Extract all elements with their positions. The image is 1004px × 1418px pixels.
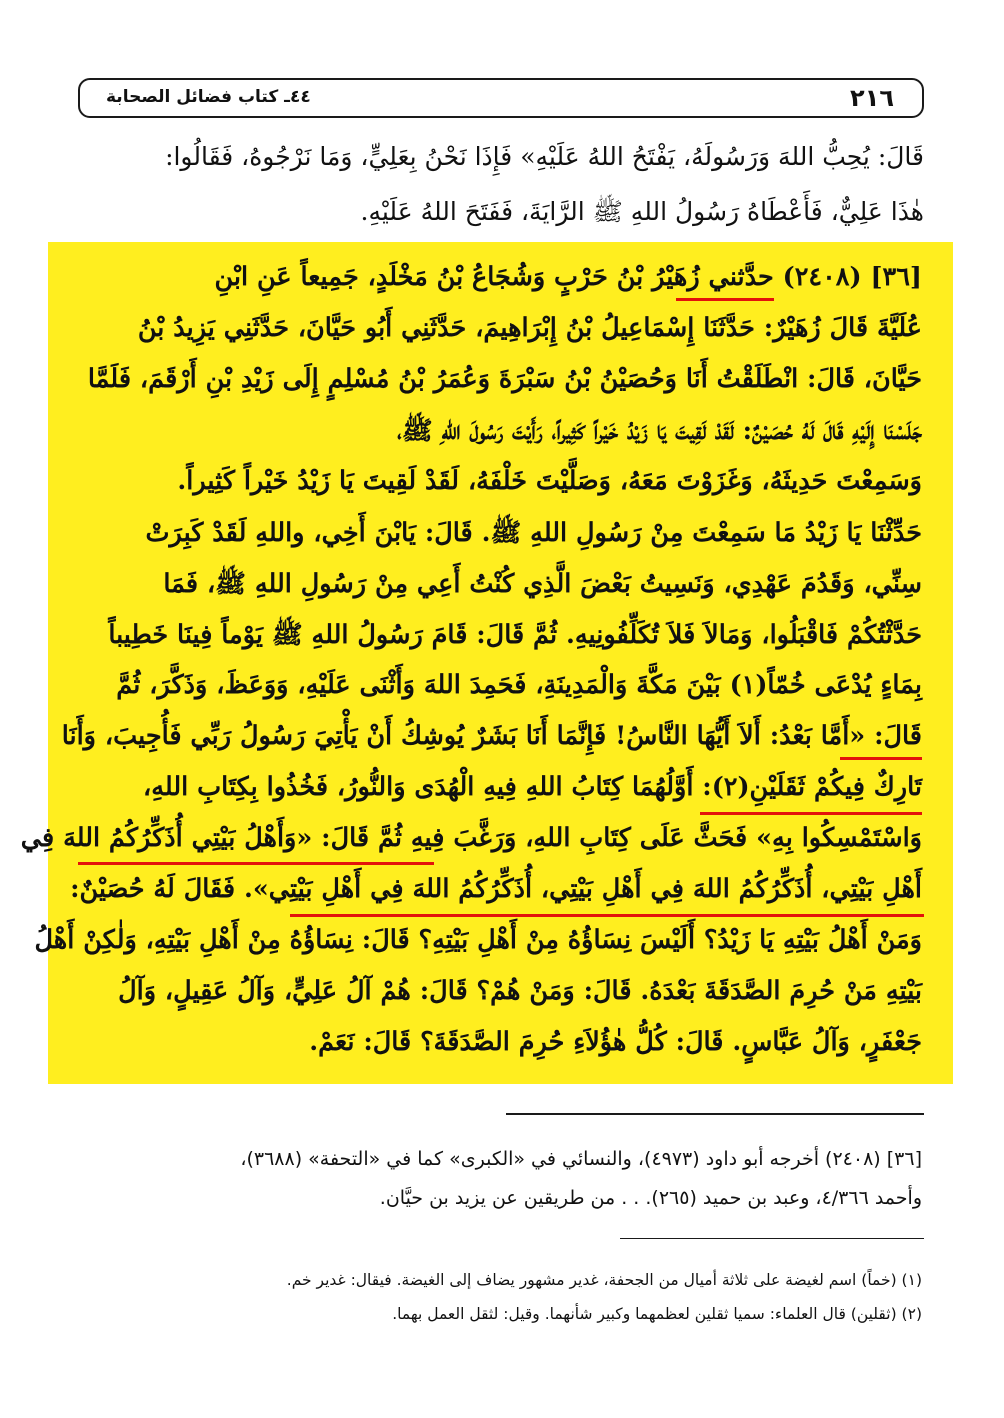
hadith-line: بِمَاءٍ يُدْعَى خُمّاً(١) بَيْنَ مَكَّةَ وَالْمَدِينَةِ، فَحَمِدَ اللهَ وَأَثْنَى عَلَيْهِ، وَوَعَظَ، وَذَكَّرَ، ثُمَّ	[116, 670, 922, 700]
reference-line: [٣٦] (٢٤٠٨) أخرجه أبو داود (٤٩٧٣)، والنسائي في «الكبرى» كما في «التحفة» (٣٦٨٨)،	[240, 1148, 922, 1170]
references-divider	[506, 1113, 924, 1115]
hadith-line: عُلَيَّةَ قَالَ زُهَيْرٌ: حَدَّثَنَا إِسْمَاعِيلُ بْنُ إِبْرَاهِيمَ، حَدَّثَنِي أَبُو حَيَّانَ، حَدَّثَنِي يَزِيدُ بْنُ	[137, 313, 922, 343]
hadith-line: حَدَّثْتُكُمْ فَاقْبَلُوا، وَمَالاَ فَلاَ تُكَلِّفُونِيهِ. ثُمَّ قَالَ: قَامَ رَسُولُ اللهِ ﷺ يَوْماً فِينَا خَطِيباً	[108, 620, 922, 650]
hadith-line: بَيْتِهِ مَنْ حُرِمَ الصَّدَقَةَ بَعْدَهُ. قَالَ: وَمَنْ هُمْ؟ قَالَ: هُمْ آلُ عَلِيٍّ، وَآلُ عَقِيلٍ، وَآلُ	[118, 976, 922, 1006]
page-header	[78, 78, 924, 118]
hadith-line: أَهْلِ بَيْتِي، أُذَكِّرُكُمُ اللهَ فِي أَهْلِ بَيْتِي، أُذَكِّرُكُمُ اللهَ فِي أَهْلِ بَيْتِي». فَقَالَ لَهُ حُصَيْنٌ:	[70, 874, 922, 904]
top-text-line: قَالَ: يُحِبُّ اللهَ وَرَسُولَهُ، يَفْتَحُ اللهُ عَلَيْهِ» فَإِذَا نَحْنُ بِعَلِيٍّ، وَمَا نَرْجُوهُ، فَقَالُوا:	[165, 142, 924, 171]
underline-tarik-thaqalayn	[700, 812, 922, 815]
hadith-line: جَعْفَرٍ، وَآلُ عَبَّاسٍ. قَالَ: كُلُّ هٰؤُلاَءِ حُرِمَ الصَّدَقَةَ؟ قَالَ: نَعَمْ.	[309, 1027, 922, 1057]
hadith-line: سِنِّي، وَقَدُمَ عَهْدِي، وَنَسِيتُ بَعْضَ الَّذِي كُنْتُ أَعِي مِنْ رَسُولِ اللهِ ﷺ، فَمَا	[163, 569, 922, 599]
hadith-line: حَدِّثْنَا يَا زَيْدُ مَا سَمِعْتَ مِنْ رَسُولِ اللهِ ﷺ. قَالَ: يَابْنَ أَخِي، واللهِ لَقَدْ كَبِرَتْ	[145, 518, 922, 548]
footnote-2: (٢) (ثقلين) قال العلماء: سميا ثقلين لعظمهما وكبير شأنهما. وقيل: لثقل العمل بهما.	[392, 1305, 922, 1323]
top-text-line: هٰذَا عَلِيٌّ، فَأَعْطَاهُ رَسُولُ اللهِ ﷺ الرَّايَةَ، فَفَتَحَ اللهُ عَلَيْهِ.	[360, 197, 924, 226]
footnote-1: (١) (خماً) اسم لغيضة على ثلاثة أميال من الجحفة، غدير مشهور يضاف إلى الغيضة. فيقال: غدير خم.	[286, 1271, 922, 1289]
hadith-line: جَلَسْنَا إِلَيْهِ قَالَ لَهُ حُصَيْنٌ: لَقَدْ لَقِيتَ يَا زَيْدُ خَيْراً كَثِيراً، رَأَيْتَ رَسُولَ اللهِ ﷺ،	[396, 416, 922, 446]
hadith-line: [٣٦] (٢٤٠٨) حدَّثني زُهَيْرُ بْنُ حَرْبٍ وَشُجَاعُ بْنُ مَخْلَدٍ، جَمِيعاً عَنِ ابْنِ	[214, 262, 922, 292]
footnotes-divider	[620, 1238, 924, 1239]
hadith-line: قَالَ: «أَمَّا بَعْدُ: أَلاَ أَيُّهَا النَّاسُ! فَإِنَّمَا أَنَا بَشَرٌ يُوشِكُ أَنْ يَأْتِيَ رَسُولُ رَبِّي فَأُجِيبَ، وَأَنَا	[61, 721, 922, 751]
underline-ahl-bayti-1	[78, 862, 434, 865]
hadith-line: وَمَنْ أَهْلُ بَيْتِهِ يَا زَيْدُ؟ أَلَيْسَ نِسَاؤُهُ مِنْ أَهْلِ بَيْتِهِ؟ قَالَ: نِسَاؤُهُ مِنْ أَهْلِ بَيْتِهِ، وَلٰكِنْ أَهْلُ	[34, 925, 922, 955]
page-number: ٢١٦	[850, 84, 894, 112]
reference-line: وأحمد ٤/٣٦٦، وعبد بن حميد (٢٦٥). . . من طريقين عن يزيد بن حيَّان.	[379, 1187, 922, 1209]
hadith-line: وَسَمِعْتَ حَدِيثَهُ، وَغَزَوْتَ مَعَهُ، وَصَلَّيْتَ خَلْفَهُ، لَقَدْ لَقِيتَ يَا زَيْدُ خَيْراً كَثِيراً.	[177, 466, 922, 496]
hadith-line: وَاسْتَمْسِكُوا بِهِ» فَحَثَّ عَلَى كِتَابِ اللهِ، وَرَغَّبَ فِيهِ ثُمَّ قَالَ: «وَأَهْلُ بَيْتِي أُذَكِّرُكُمُ اللهَ فِي	[20, 823, 922, 853]
underline-ahl-bayti-2	[290, 914, 924, 917]
underline-wa-ana	[840, 757, 922, 760]
hadith-line: حَيَّانَ، قَالَ: انْطَلَقْتُ أَنَا وَحُصَيْنُ بْنُ سَبْرَةَ وَعُمَرُ بْنُ مُسْلِمٍ إِلَى زَيْدِ بْنِ أَرْقَمَ، فَلَمَّا	[87, 364, 922, 394]
underline-hadith-number	[676, 298, 774, 301]
hadith-line: تَارِكٌ فِيكُمْ ثَقَلَيْنِ(٢): أَوَّلُهُمَا كِتَابُ اللهِ فِيهِ الْهُدَى وَالنُّورُ، فَخُذُوا بِكِتَابِ اللهِ،	[143, 772, 922, 802]
chapter-title: ٤٤ـ كتاب فضائل الصحابة	[106, 87, 311, 107]
